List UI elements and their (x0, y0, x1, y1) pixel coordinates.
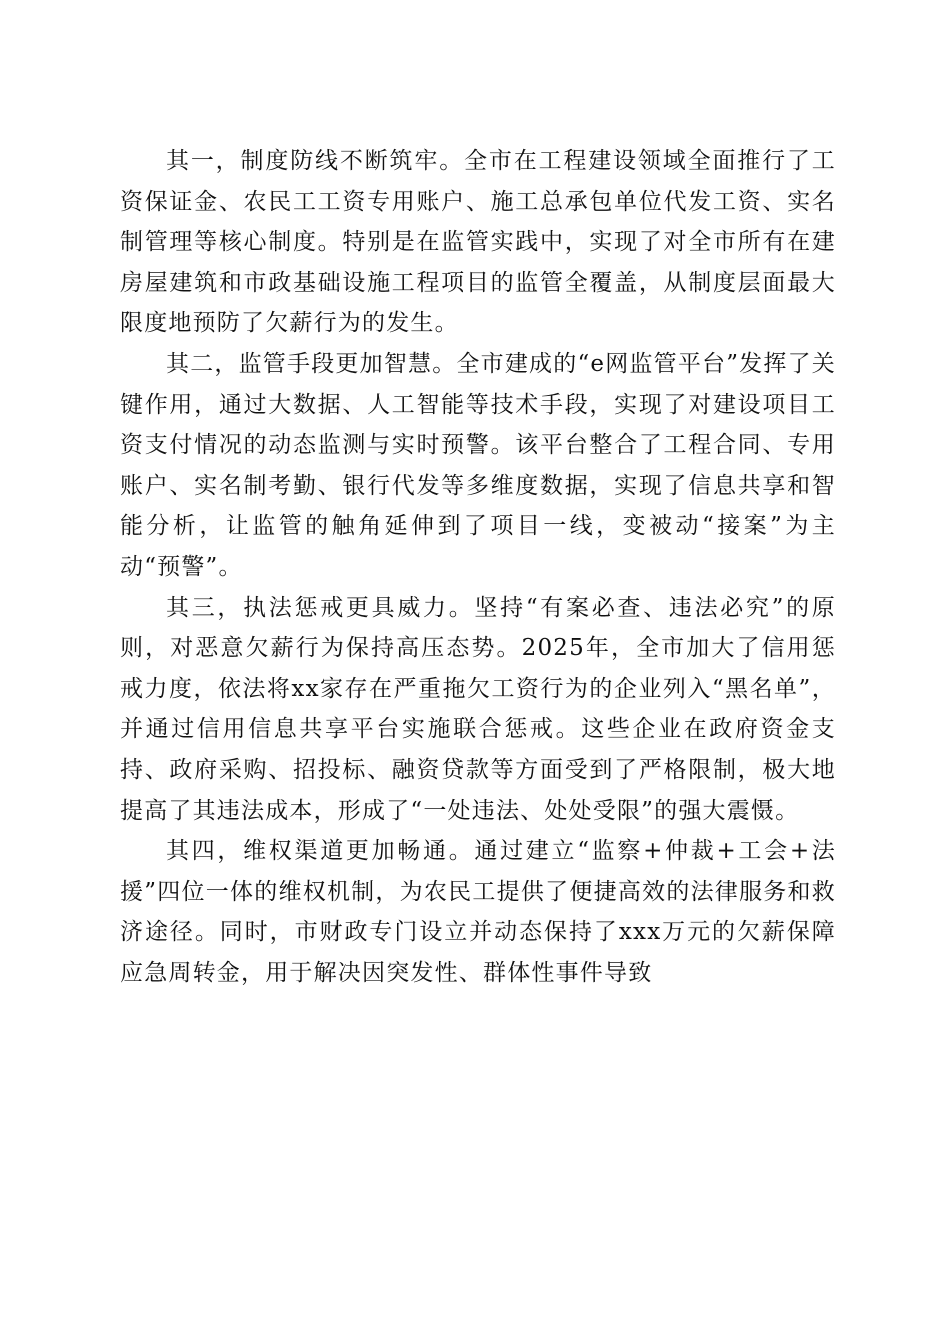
document-body (120, 141, 836, 993)
paragraph-2: 其二，监管手段更加智慧。全市建成的“e网监管平台”发挥了关键作用，通过大数据、人工智能等技术手段，实现了对建设项目工资支付情况的动态监测与实时预警。该平台整合了工程合同、专用账户、实名制考勤、银行代发等多维度数据，实现了信息共享和智能分析，让监管的触角延伸到了项目一线，变被动“接案”为主动“预警”。 (120, 350, 836, 580)
paragraph-4: 其四，维权渠道更加畅通。通过建立“监察+仲裁+工会+法援”四位一体的维权机制，为农民工提供了便捷高效的法律服务和救济途径。同时，市财政专门设立并动态保持了xxx万元的欠薪保障应急周转金，用于解决因突发性、群体性事件导致 (120, 838, 836, 986)
paragraph-1: 其一，制度防线不断筑牢。全市在工程建设领域全面推行了工资保证金、农民工工资专用账户、施工总承包单位代发工资、实名制管理等核心制度。特别是在监管实践中，实现了对全市所有在建房屋建筑和市政基础设施工程项目的监管全覆盖，从制度层面最大限度地预防了欠薪行为的发生。 (120, 148, 836, 337)
paragraph-3: 其三，执法惩戒更具威力。坚持“有案必查、违法必究”的原则，对恶意欠薪行为保持高压态势。2025年，全市加大了信用惩戒力度，依法将xx家存在严重拖欠工资行为的企业列入“黑名单”，并通过信用信息共享平台实施联合惩戒。这些企业在政府资金支持、政府采购、招投标、融资贷款等方面受到了严格限制，极大地提高了其违法成本，形成了“一处违法、处处受限”的强大震慑。 (120, 594, 836, 824)
